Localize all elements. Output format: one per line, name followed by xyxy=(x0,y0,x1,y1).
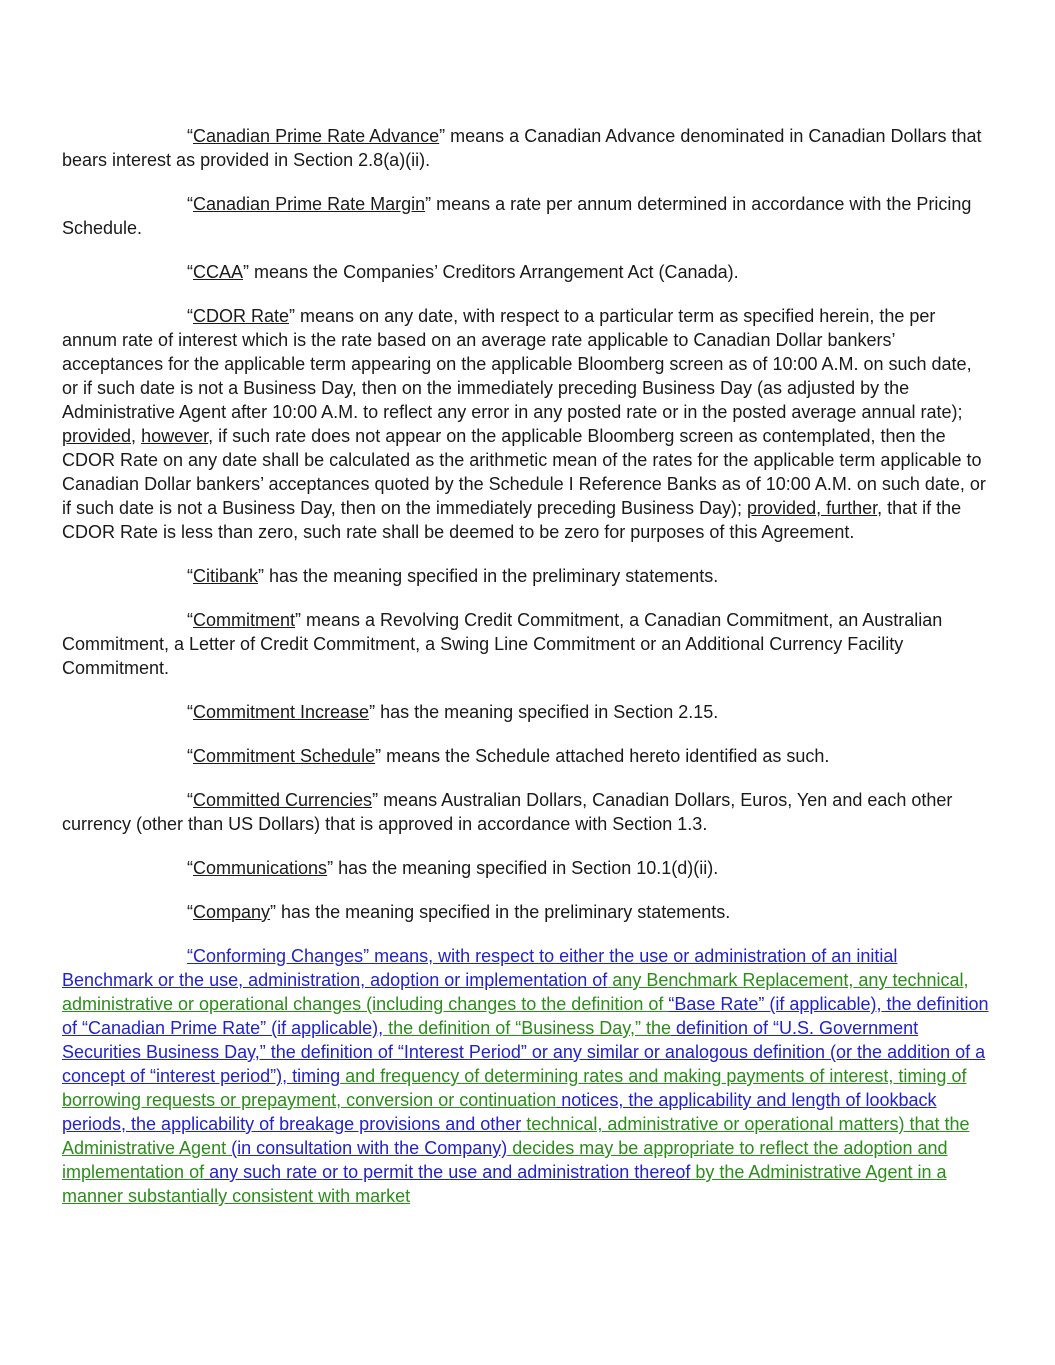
definition-text: has the meaning specified in the preliminary statements. xyxy=(264,566,719,586)
definition-text: means a Canadian Advance denominated in Canadian Dollars that bears interest as provided in Section 2.8(a)(ii). xyxy=(62,126,982,170)
definition-text: means the Schedule attached hereto identified as such. xyxy=(381,746,830,766)
definition-commitment-increase: “Commitment Increase” has the meaning specified in Section 2.15. xyxy=(187,702,719,722)
definition-cdor-rate: “CDOR Rate” means on any date, with respect to a particular term as specified herein, the per annum rate of interest which is the rate based on an average rate applicable to Canadian Dollar bankers’ acceptances for the applicable term appearing on the applicable Bloomberg screen as of 10:00 A.M. on such date, or if such date is not a Business Day, then on the immediately preceding Business Day (as adjusted by the Administrative Agent after 10:00 A.M. to reflect any error in any posted rate or in the posted average annual rate); provided, however, if such rate does not appear on the applicable Bloomberg screen as contemplated, then the CDOR Rate on any date shall be calculated as the arithmetic mean of the rates for the applicable term applicable to Canadian Dollar bankers’ acceptances quoted by the Schedule I Reference Banks as of 10:00 A.M. on such date, or if such date is not a Business Day, then on the immediately preceding Business Day); provided, further, that if the CDOR Rate is less than zero, such rate shall be deemed to be zero for purposes of this Agreement. xyxy=(62,306,986,542)
defined-term: Canadian Prime Rate Advance xyxy=(193,126,440,146)
definition-canadian-prime-rate-margin: “Canadian Prime Rate Margin” means a rate per annum determined in accordance with the Pricing Schedule. xyxy=(62,194,972,238)
provided-term: provided xyxy=(62,426,132,446)
definition-text: , if such rate does not appear on the applicable Bloomberg screen as contemplated, then the CDOR Rate on any date shall be calculated as the arithmetic mean of the rates for the applicable term applicable to Canadian Dollar bankers’ acceptances quoted by the Schedule I Reference Banks as of 10:00 A.M. on such date, or if such date is not a Business Day, then on the immediately preceding Business Day); xyxy=(62,426,986,518)
definition-canadian-prime-rate-advance: “Canadian Prime Rate Advance” means a Canadian Advance denominated in Canadian Dollars that bears interest as provided in Section 2.8(a)(ii). xyxy=(62,126,982,170)
definition-committed-currencies: “Committed Currencies” means Australian Dollars, Canadian Dollars, Euros, Yen and each other currency (other than US Dollars) that is approved in accordance with Section 1.3. xyxy=(62,790,953,834)
defined-term: Commitment xyxy=(193,610,296,630)
defined-term: CCAA xyxy=(193,262,244,282)
tracked-insertion: “Conforming Changes” means, with respect to either the use or administration of an initial Benchmark or the use, administration, adoption or implementation of xyxy=(62,946,898,990)
definition-text: has the meaning specified in Section 2.15. xyxy=(375,702,719,722)
definition-ccaa: “CCAA” means the Companies’ Creditors Arrangement Act (Canada). xyxy=(187,262,739,282)
defined-term: CDOR Rate xyxy=(193,306,290,326)
tracked-insertion: “Base Rate” (if applicable), the definition of “Canadian Prime Rate” (if applicable), xyxy=(62,994,989,1038)
defined-term: Citibank xyxy=(193,566,259,586)
definition-commitment: “Commitment” means a Revolving Credit Commitment, a Canadian Commitment, an Australian Commitment, a Letter of Credit Commitment, a Swing Line Commitment or an Additional Currency Facility Commitment. xyxy=(62,610,943,678)
definition-text: means a rate per annum determined in accordance with the Pricing Schedule. xyxy=(62,194,972,238)
defined-term: Canadian Prime Rate Margin xyxy=(193,194,426,214)
tracked-insertion: notices, the applicability and length of lookback periods, the applicability of breakage provisions and other xyxy=(62,1090,937,1134)
definition-text: means a Revolving Credit Commitment, a Canadian Commitment, an Australian Commitment, a Letter of Credit Commitment, a Swing Line Commitment or an Additional Currency Facility Commitment. xyxy=(62,610,943,678)
definition-text: means on any date, with respect to a particular term as specified herein, the per annum rate of interest which is the rate based on an average rate applicable to Canadian Dollar bankers’ acceptances for the applicable term appearing on the applicable Bloomberg screen as of 10:00 A.M. on such date, or if such date is not a Business Day, then on the immediately preceding Business Day (as adjusted by the Administrative Agent after 10:00 A.M. to reflect any error in any posted rate or in the posted average annual rate); xyxy=(62,306,972,422)
however-term: however xyxy=(141,426,209,446)
definition-text: , that if the CDOR Rate is less than zero, such rate shall be deemed to be zero for purposes of this Agreement. xyxy=(62,498,962,542)
defined-term: Communications xyxy=(193,858,328,878)
definitions-section xyxy=(62,124,992,1228)
definition-text: means Australian Dollars, Canadian Dollars, Euros, Yen and each other currency (other than US Dollars) that is approved in accordance with Section 1.3. xyxy=(62,790,953,834)
definition-text: means the Companies’ Creditors Arrangement Act (Canada). xyxy=(249,262,739,282)
tracked-insertion: by the Administrative Agent in a manner substantially consistent with market xyxy=(62,1162,947,1206)
tracked-insertion: and frequency of determining rates and making payments of interest, timing of borrowing requests or prepayment, conversion or continuation xyxy=(62,1066,967,1110)
definition-commitment-schedule: “Commitment Schedule” means the Schedule attached hereto identified as such. xyxy=(187,746,830,766)
defined-term: Commitment Schedule xyxy=(193,746,376,766)
definition-conforming-changes xyxy=(62,944,992,1208)
tracked-insertion: decides may be appropriate to reflect the adoption and implementation of xyxy=(62,1138,948,1182)
tracked-insertion: any such rate or to permit the use and administration thereof xyxy=(204,1162,691,1182)
tracked-insertion: any Benchmark Replacement, any technical, administrative or operational changes (including changes to the definition of xyxy=(62,970,969,1014)
provided-further-term: provided, further xyxy=(747,498,878,518)
tracked-insertion: the definition of “Business Day,” the xyxy=(383,1018,671,1038)
definition-company: “Company” has the meaning specified in the preliminary statements. xyxy=(187,902,731,922)
definition-citibank: “Citibank” has the meaning specified in the preliminary statements. xyxy=(187,566,719,586)
definition-text: has the meaning specified in Section 10.1(d)(ii). xyxy=(333,858,719,878)
defined-term: Committed Currencies xyxy=(193,790,373,810)
definition-communications: “Communications” has the meaning specified in Section 10.1(d)(ii). xyxy=(187,858,719,878)
tracked-insertion: (in consultation with the Company) xyxy=(231,1138,508,1158)
tracked-insertion: technical, administrative or operational matters) that the Administrative Agent xyxy=(62,1114,970,1158)
defined-term: Commitment Increase xyxy=(193,702,370,722)
definition-text: has the meaning specified in the preliminary statements. xyxy=(276,902,731,922)
tracked-insertion: definition of “U.S. Government Securities Business Day,” the definition of “Interest Period” or any similar or analogous definition (or the addition of a concept of “interest period”), timing xyxy=(62,1018,986,1086)
defined-term: Company xyxy=(193,902,271,922)
